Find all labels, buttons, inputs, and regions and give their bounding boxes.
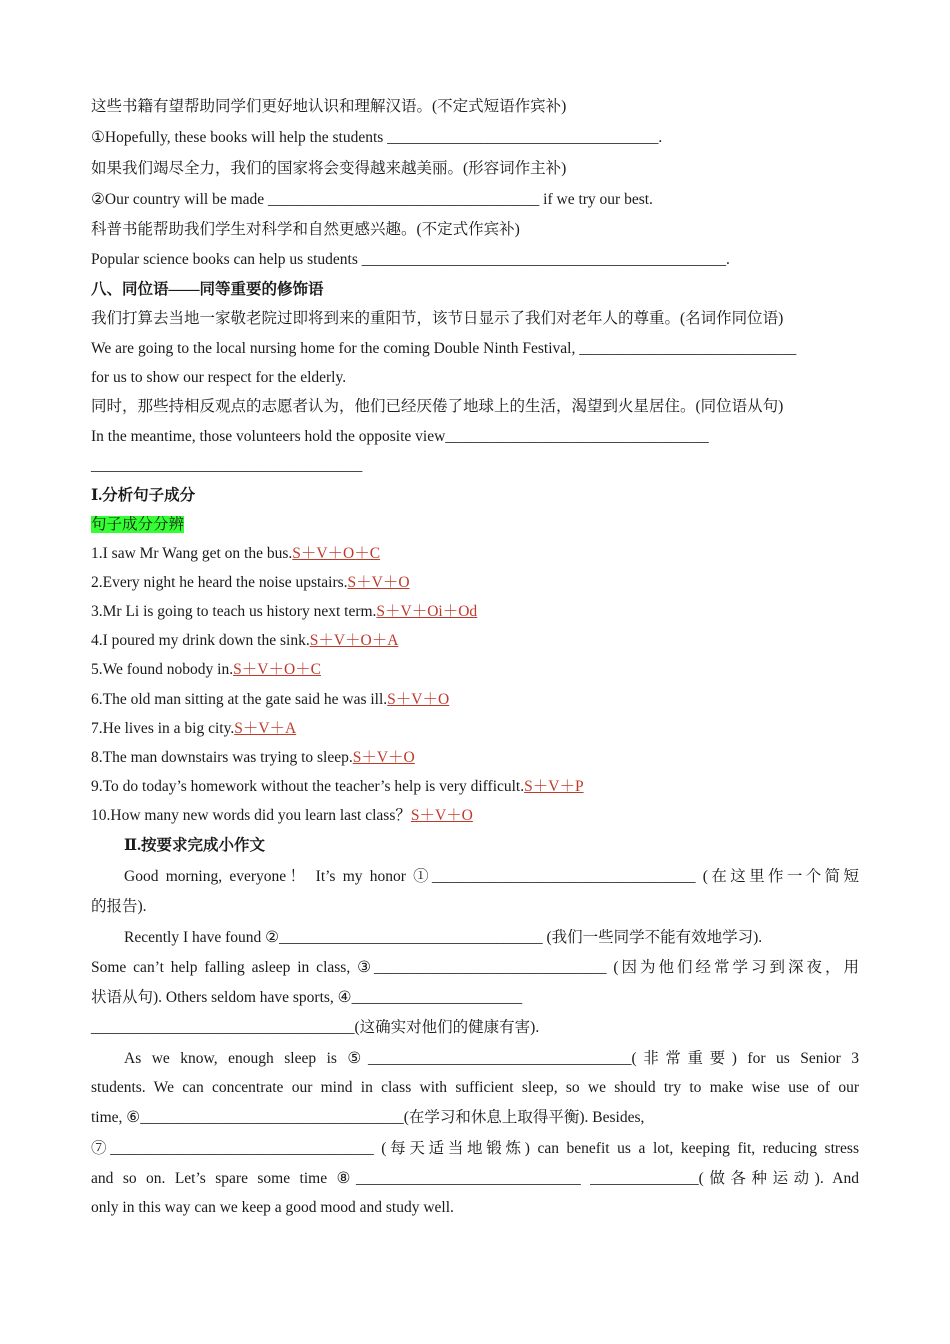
s7-line-1: 这些书籍有望帮助同学们更好地认识和理解汉语。(不定式短语作宾补) [91,98,567,115]
part-2-title: Ⅱ.按要求完成小作文 [124,837,265,854]
sentence-text: 8.The man downstairs was trying to sleep. [91,749,353,766]
part-1-title: Ⅰ.分析句子成分 [91,487,196,504]
s7-line-6: Popular science books can help us students _______________________________________________. [91,251,730,268]
answer-text: S＋V＋Oi＋Od [376,603,478,620]
s7-line-3: 如果我们竭尽全力，我们的国家将会变得越来越美丽。(形容词作主补) [91,160,567,177]
sentence-item [91,572,859,594]
answer-text: S＋V＋P [524,778,584,795]
essay-line-11: and so on. Let’s spare some time ⑧_____________________________ ______________(做各种运动). And [91,1170,859,1187]
sentence-text: 9.To do today’s homework without the teacher’s help is very difficult. [91,778,525,795]
essay-line-5: 状语从句). Others seldom have sports, ④______________________ [91,989,523,1006]
essay-line-10: ⑦__________________________________ (每天适当地锻炼) can benefit us a lot, keeping fit, reducing stress [91,1140,859,1157]
s8-line-6: ___________________________________ [91,457,363,474]
s7-line-2: ①Hopefully, these books will help the students ___________________________________. [91,129,663,146]
sentence-text: 6.The old man sitting at the gate said he was ill. [91,691,388,708]
sentence-item [91,601,859,623]
essay-line-2: 的报告). [91,898,147,915]
essay-line-4: Some can’t help falling asleep in class, ③______________________________ (因为他们经常学习到深夜，用 [91,959,859,976]
section-8-title: 八、同位语——同等重要的修饰语 [91,281,324,298]
s8-line-2: We are going to the local nursing home for the coming Double Ninth Festival, ____________________________ [91,340,797,357]
sentence-item [91,630,859,652]
answer-text: S＋V＋O＋C [292,545,381,562]
s7-line-4: ②Our country will be made ___________________________________ if we try our best. [91,191,653,208]
s8-line-4: 同时，那些持相反观点的志愿者认为，他们已经厌倦了地球上的生活，渴望到火星居住。(同位语从句) [91,398,784,415]
sentence-text: 5.We found nobody in. [91,661,234,678]
sentence-item [91,805,859,827]
highlight-label [91,514,859,536]
highlighted-text: 句子成分分辨 [91,516,185,533]
sentence-item [91,543,859,565]
essay-line-7: As we know, enough sleep is ⑤__________________________________(非常重要) for us Senior 3 [124,1050,859,1067]
essay-line-6: __________________________________(这确实对他们的健康有害). [91,1019,540,1036]
s8-line-1: 我们打算去当地一家敬老院过即将到来的重阳节，该节日显示了我们对老年人的尊重。(名词作同位语) [91,310,784,327]
sentence-text: 2.Every night he heard the noise upstairs. [91,574,348,591]
sentence-text: 3.Mr Li is going to teach us history next term. [91,603,377,620]
sentence-text: 10.How many new words did you learn last class？ [91,807,411,824]
answer-text: S＋V＋O [347,574,410,591]
sentence-item [91,776,859,798]
sentence-item [91,747,859,769]
s7-line-5: 科普书能帮助我们学生对科学和自然更感兴趣。(不定式作宾补) [91,221,520,238]
essay-line-9: time, ⑥__________________________________(在学习和休息上取得平衡). Besides, [91,1109,645,1126]
sentence-text: 7.He lives in a big city. [91,720,235,737]
answer-text: S＋V＋O [352,749,415,766]
sentence-item [91,659,859,681]
sentence-text: 4.I poured my drink down the sink. [91,632,310,649]
sentence-item [91,718,859,740]
sentence-item [91,689,859,711]
answer-text: S＋V＋O＋C [233,661,321,678]
s8-line-3: for us to show our respect for the elderly. [91,369,347,386]
sentence-text: 1.I saw Mr Wang get on the bus. [91,545,293,562]
answer-text: S＋V＋O [410,807,473,824]
answer-text: S＋V＋O [387,691,450,708]
essay-line-8: students. We can concentrate our mind in class with sufficient sleep, so we should try to make wise use of our [91,1079,859,1096]
answer-text: S＋V＋O＋A [309,632,399,649]
s8-line-5: In the meantime, those volunteers hold the opposite view__________________________________ [91,428,709,445]
essay-line-1: Good morning, everyone！ It’s my honor ①__________________________________ (在这里作一个简短 [124,868,859,885]
essay-line-12: only in this way can we keep a good mood and study well. [91,1199,454,1216]
essay-line-3: Recently I have found ②__________________________________ (我们一些同学不能有效地学习). [124,929,763,946]
answer-text: S＋V＋A [234,720,297,737]
